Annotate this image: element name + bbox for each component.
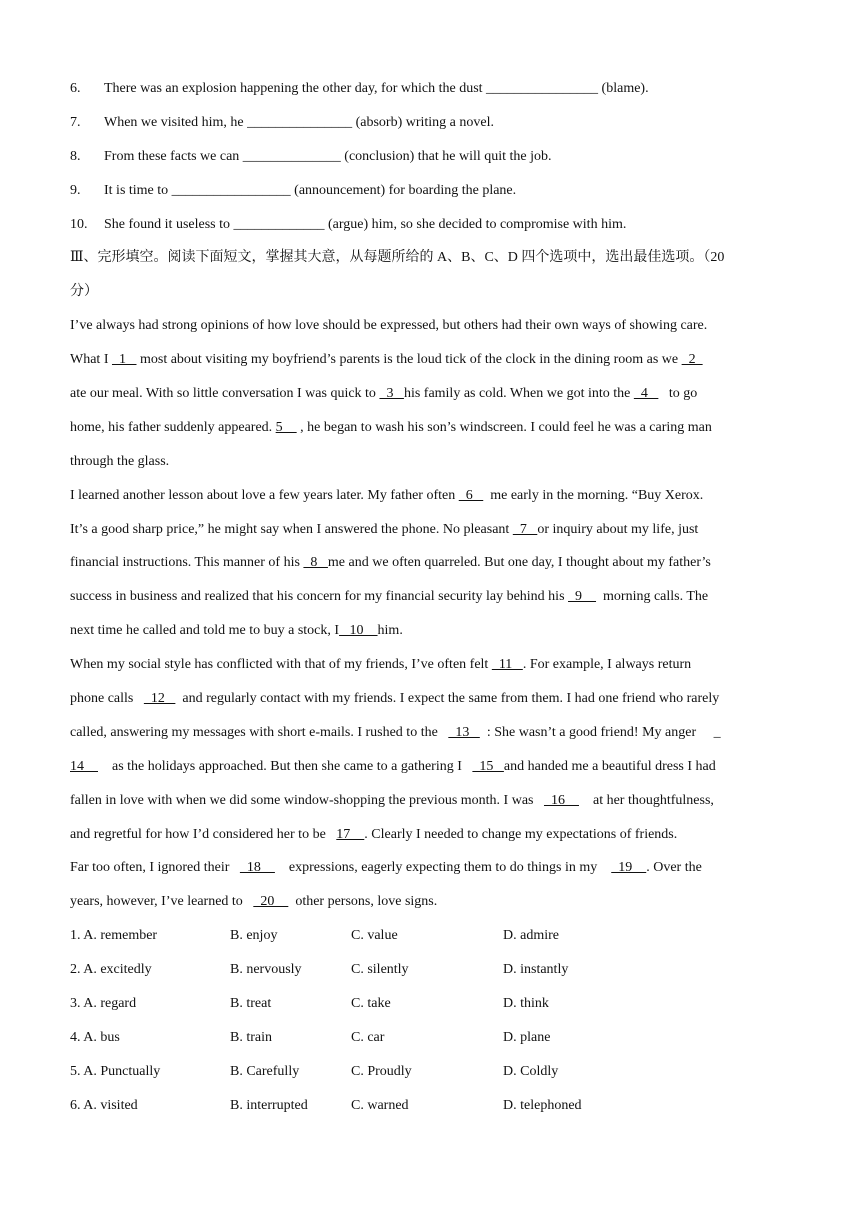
passage-text: and regretful for how I’d considered her to be [70, 826, 337, 842]
passage-text: years, however, I’ve learned to [70, 894, 254, 910]
answer-blank[interactable]: _______________ [247, 114, 353, 130]
item-hint: (absorb) writing a novel. [352, 114, 494, 130]
passage-text: When my social style has conflicted with that of my friends, I’ve often felt [70, 657, 492, 673]
passage-text: . Over the [646, 860, 702, 876]
cloze-blank[interactable]: 14 [70, 758, 98, 774]
passage-text: . Clearly I needed to change my expectations of friends. [364, 826, 678, 842]
item-text: It is time to [104, 182, 172, 198]
passage-line [70, 614, 795, 648]
passage-text: his family as cold. When we got into the [403, 386, 634, 402]
cloze-passage [70, 309, 795, 919]
item-number: 8. [70, 148, 81, 164]
option-a[interactable]: 5. A. Punctually [70, 1063, 161, 1079]
cloze-blank[interactable]: 1 [111, 352, 137, 368]
option-row [70, 919, 795, 953]
item-number: 7. [70, 114, 81, 130]
passage-line [70, 648, 795, 682]
passage-text: phone calls [70, 691, 144, 707]
item-hint: (argue) him, so she decided to compromise with him. [324, 216, 627, 232]
option-b[interactable]: B. treat [230, 996, 272, 1012]
passage-text: as the holidays approached. But then she came to a gathering I [98, 758, 473, 774]
passage-text: at her thoughtfulness, [578, 792, 714, 808]
cloze-blank[interactable]: 19 [611, 860, 647, 876]
option-row [70, 987, 795, 1021]
passage-text: ate our meal. With so little conversation I was quick to [70, 386, 380, 402]
section-3-heading: Ⅲ、完形填空。阅读下面短文，掌握其大意，从每题所给的 A、B、C、D 四个选项中，选出最佳选项。（20 [70, 250, 725, 266]
passage-text: financial instructions. This manner of his [70, 555, 304, 571]
cloze-blank[interactable]: 8 [303, 555, 328, 571]
option-b[interactable]: B. interrupted [230, 1097, 308, 1113]
option-b[interactable]: B. enjoy [230, 928, 278, 944]
option-row [70, 953, 795, 987]
fill-item [70, 208, 795, 242]
passage-text: home, his father suddenly appeared. [70, 419, 276, 435]
document-page [70, 72, 795, 1123]
passage-text: and regularly contact with my friends. I expect the same from them. I had one friend who rarely [175, 691, 720, 707]
passage-text: other persons, love signs. [288, 894, 438, 910]
cloze-blank[interactable]: 6 [458, 487, 484, 503]
item-number: 10. [70, 216, 88, 232]
passage-text: expressions, eagerly expecting them to do things in my [274, 860, 612, 876]
passage-text: It’s a good sharp price,” he might say when I answered the phone. No pleasant [70, 521, 513, 537]
option-row [70, 1089, 795, 1123]
option-a[interactable]: 4. A. bus [70, 1029, 120, 1045]
cloze-blank[interactable]: 15 [472, 758, 504, 774]
passage-text: morning calls. The [596, 589, 709, 605]
cloze-blank[interactable]: 20 [253, 894, 289, 910]
option-a[interactable]: 3. A. regard [70, 996, 137, 1012]
option-c[interactable]: C. car [351, 1029, 385, 1045]
cloze-blank[interactable]: 18 [239, 860, 275, 876]
cloze-blank[interactable]: 2 [681, 352, 703, 368]
answer-blank[interactable]: _____________ [233, 216, 325, 232]
passage-line [70, 309, 795, 343]
option-c[interactable]: C. warned [351, 1097, 409, 1113]
passage-text: most about visiting my boyfriend’s parents is the loud tick of the clock in the dining room as we [136, 352, 682, 368]
option-d[interactable]: D. instantly [503, 962, 569, 978]
passage-text: or inquiry about my life, just [537, 521, 699, 537]
fill-item [70, 140, 795, 174]
passage-text: I learned another lesson about love a few years later. My father often [70, 487, 459, 503]
fill-item [70, 72, 795, 106]
fill-item [70, 174, 795, 208]
passage-text: . For example, I always return [522, 657, 692, 673]
option-b[interactable]: B. nervously [230, 962, 302, 978]
option-a[interactable]: 1. A. remember [70, 928, 158, 944]
passage-line [70, 546, 795, 580]
passage-line [70, 513, 795, 547]
item-text: When we visited him, he [104, 114, 248, 130]
cloze-blank[interactable]: 3 [379, 386, 404, 402]
fill-item [70, 106, 795, 140]
passage-line [70, 784, 795, 818]
passage-text: , he began to wash his son’s windscreen. I could feel he was a caring man [296, 419, 712, 435]
item-text: From these facts we can [104, 148, 243, 164]
passage-line [70, 750, 795, 784]
cloze-blank[interactable]: 4 [633, 386, 659, 402]
answer-blank[interactable]: ______________ [242, 148, 341, 164]
passage-text: me and we often quarreled. But one day, I thought about my father’s [327, 555, 711, 571]
option-d[interactable]: D. think [503, 996, 549, 1012]
passage-text: fallen in love with when we did some window-shopping the previous month. I was [70, 792, 544, 808]
fill-in-section [70, 72, 795, 241]
passage-text: success in business and realized that his concern for my financial security lay behind his [70, 589, 569, 605]
item-number: 6. [70, 81, 81, 96]
item-text: There was an explosion happening the other day, for which the dust [104, 81, 487, 96]
passage-line [70, 411, 795, 445]
item-number: 9. [70, 182, 81, 198]
passage-text: : She wasn’t a good friend! My anger _ [479, 724, 721, 740]
option-row [70, 1055, 795, 1089]
passage-line [70, 716, 795, 750]
options-list [70, 919, 795, 1122]
item-hint: (announcement) for boarding the plane. [290, 182, 517, 198]
cloze-blank[interactable]: 7 [512, 521, 538, 537]
option-d[interactable]: D. plane [503, 1029, 551, 1045]
passage-text: Far too often, I ignored their [70, 860, 240, 876]
option-c[interactable]: C. value [351, 928, 398, 944]
item-text: She found it useless to [104, 216, 234, 232]
option-b[interactable]: B. train [230, 1029, 272, 1045]
passage-text: through the glass. [70, 453, 170, 469]
cloze-blank[interactable]: 10 [339, 623, 378, 639]
option-a[interactable]: 6. A. visited [70, 1097, 138, 1113]
option-d[interactable]: D. telephoned [503, 1097, 582, 1113]
option-c[interactable]: C. Proudly [351, 1063, 412, 1079]
passage-text: and handed me a beautiful dress I had [503, 758, 716, 774]
section-3-heading-cont: 分） [70, 284, 98, 300]
item-hint: (conclusion) that he will quit the job. [340, 148, 552, 164]
cloze-blank[interactable]: 5 [275, 419, 297, 435]
passage-text: to go [658, 386, 698, 402]
passage-line [70, 885, 795, 919]
option-a[interactable]: 2. A. excitedly [70, 962, 152, 978]
passage-text: next time he called and told me to buy a stock, I [70, 623, 340, 639]
passage-line [70, 851, 795, 885]
passage-line [70, 479, 795, 513]
cloze-blank[interactable]: 11 [491, 657, 523, 673]
cloze-blank[interactable]: 13 [448, 724, 480, 740]
passage-text: me early in the morning. “Buy Xerox. [483, 487, 704, 503]
passage-line [70, 580, 795, 614]
passage-text: What I [70, 352, 112, 368]
passage-text: him. [377, 623, 403, 639]
option-c[interactable]: C. silently [351, 962, 409, 978]
passage-line [70, 682, 795, 716]
item-hint: (blame). [598, 81, 649, 96]
answer-blank[interactable]: _________________ [171, 182, 291, 198]
passage-text: I’ve always had strong opinions of how love should be expressed, but others had their own ways of showing care. [70, 318, 708, 334]
option-b[interactable]: B. Carefully [230, 1063, 300, 1079]
option-row [70, 1021, 795, 1055]
cloze-blank[interactable]: 12 [143, 691, 176, 707]
passage-line [70, 445, 795, 479]
cloze-blank[interactable]: 17 [336, 826, 365, 842]
passage-line [70, 377, 795, 411]
passage-line [70, 343, 795, 377]
option-c[interactable]: C. take [351, 996, 391, 1012]
cloze-blank[interactable]: 9 [568, 589, 597, 605]
cloze-blank[interactable]: 16 [543, 792, 579, 808]
option-d[interactable]: D. admire [503, 928, 559, 944]
option-d[interactable]: D. Coldly [503, 1063, 559, 1079]
passage-text: called, answering my messages with short e-mails. I rushed to the [70, 724, 449, 740]
answer-blank[interactable]: ________________ [486, 81, 599, 96]
passage-line [70, 818, 795, 852]
